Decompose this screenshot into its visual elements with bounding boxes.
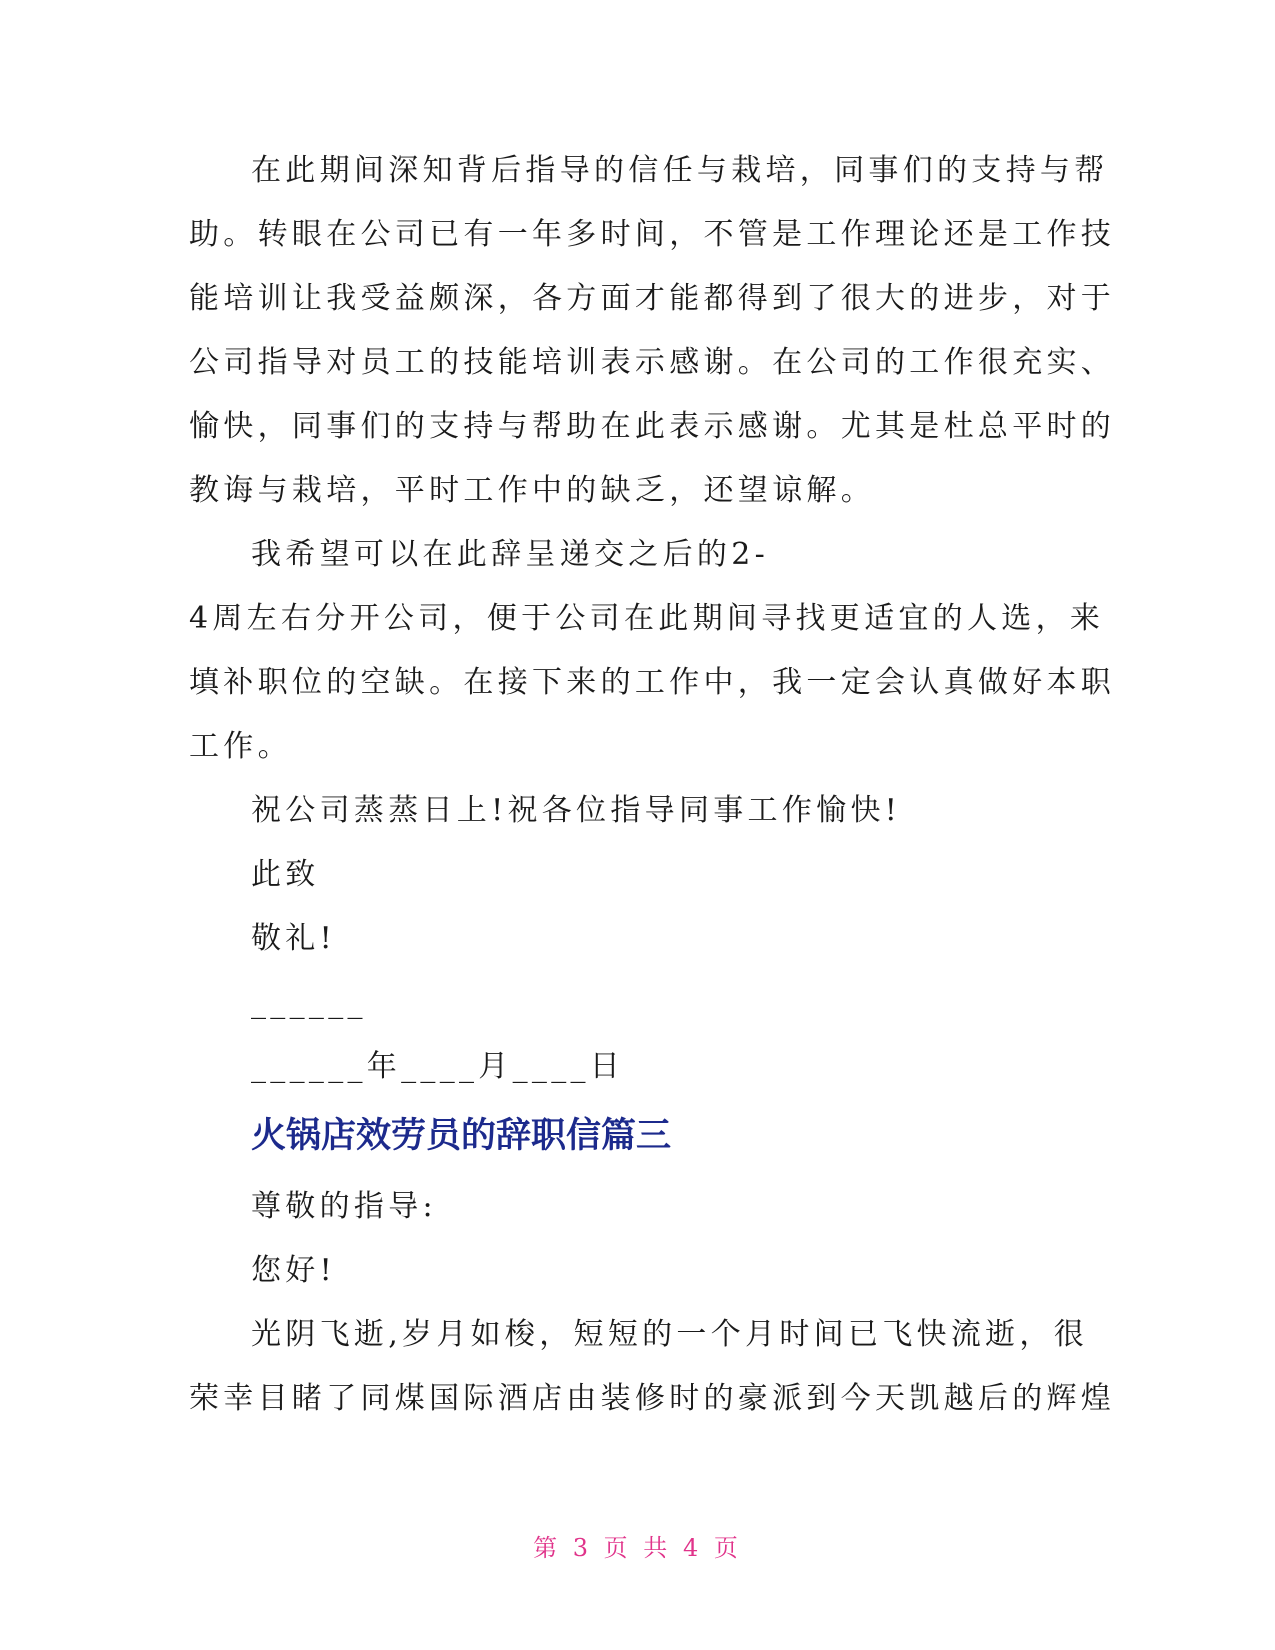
paragraph-line: 荣幸目睹了同煤国际酒店由装修时的豪派到今天凯越后的辉煌 xyxy=(189,1381,1116,1416)
signature-line: ______ xyxy=(251,985,367,1020)
paragraph-line: 4周左右分开公司，便于公司在此期间寻找更适宜的人选，来 xyxy=(189,601,1105,636)
greeting: 您好! xyxy=(251,1253,336,1288)
paragraph-line: 能培训让我受益颇深，各方面才能都得到了很大的进步，对于 xyxy=(189,281,1116,316)
document-body xyxy=(189,139,1116,1431)
paragraph-line: 在此期间深知背后指导的信任与栽培，同事们的支持与帮 xyxy=(251,153,1109,188)
paragraph-line: 工作。 xyxy=(189,729,292,764)
page-number: 第 3 页 共 4 页 xyxy=(533,1534,742,1562)
closing-line: 此致 xyxy=(251,857,320,892)
paragraph-line: 光阴飞逝,岁月如梭，短短的一个月时间已飞快流逝，很 xyxy=(251,1317,1089,1352)
paragraph-line: 我希望可以在此辞呈递交之后的2- xyxy=(251,537,770,572)
closing-line: 敬礼! xyxy=(251,921,336,956)
paragraph-line: 公司指导对员工的技能培训表示感谢。在公司的工作很充实、 xyxy=(189,345,1116,380)
paragraph-line: 愉快，同事们的支持与帮助在此表示感谢。尤其是杜总平时的 xyxy=(189,409,1116,444)
paragraph-line: 助。转眼在公司已有一年多时间，不管是工作理论还是工作技 xyxy=(189,217,1116,252)
date-line: ______年____月____日 xyxy=(251,1049,625,1084)
paragraph-line: 教诲与栽培，平时工作中的缺乏，还望谅解。 xyxy=(189,473,875,508)
paragraph-line: 填补职位的空缺。在接下来的工作中，我一定会认真做好本职 xyxy=(189,665,1116,700)
salutation: 尊敬的指导: xyxy=(251,1189,437,1224)
section-title: 火锅店效劳员的辞职信篇三 xyxy=(251,1116,672,1156)
wish-line: 祝公司蒸蒸日上!祝各位指导同事工作愉快! xyxy=(251,793,902,828)
